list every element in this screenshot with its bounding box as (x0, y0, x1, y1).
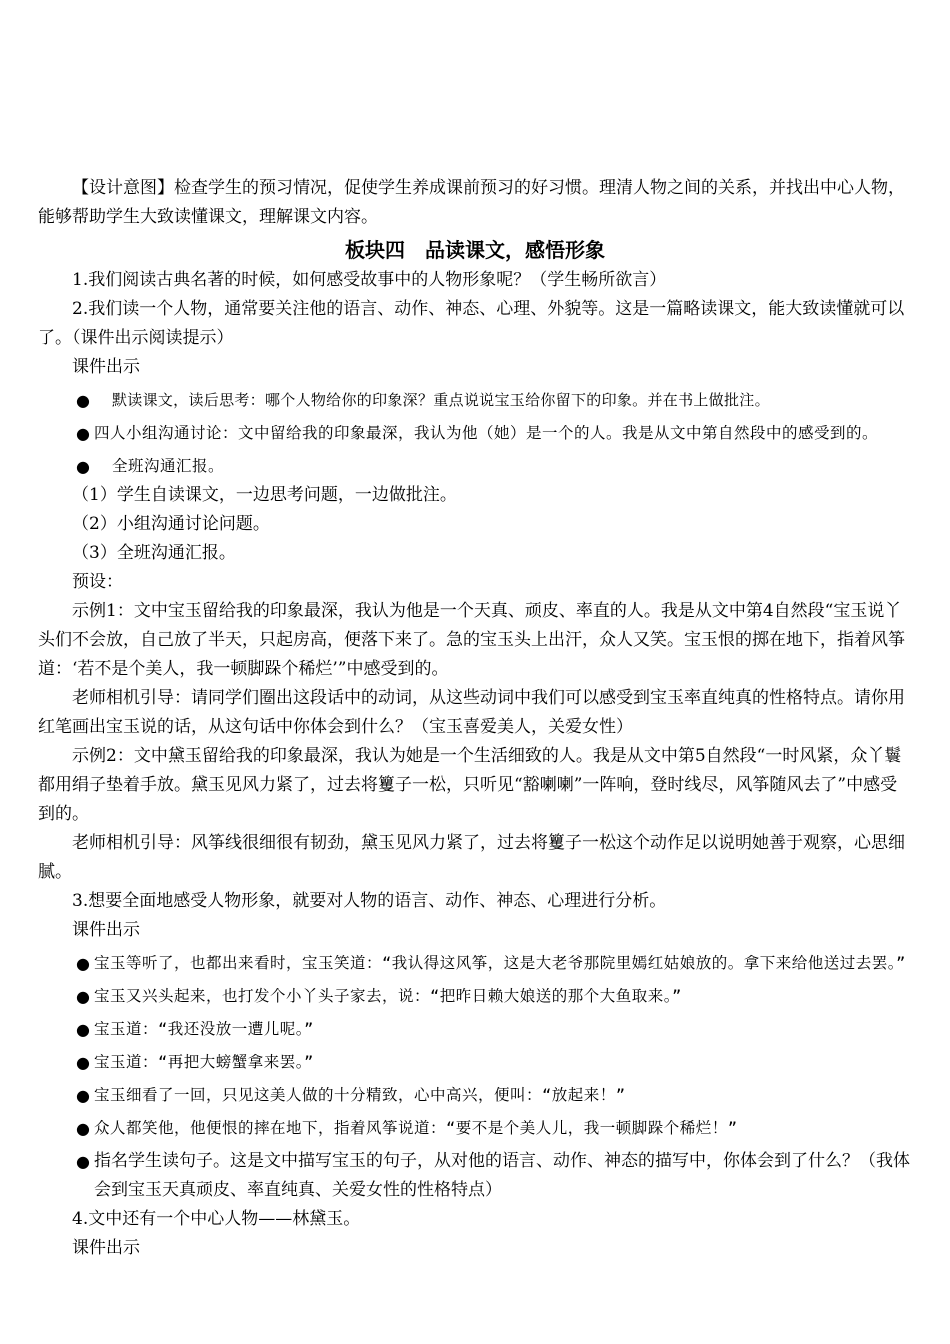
bullet-item (38, 386, 912, 415)
document-body (38, 174, 912, 1263)
bullet-item (38, 452, 912, 481)
quote-text: 众人都笑他，他便恨的摔在地下，指着风筝说道：“要不是个美人儿，我一顿脚跺个稀烂！” (93, 1119, 738, 1137)
quote-bullet (38, 1015, 912, 1044)
example-1: 示例1：文中宝玉留给我的印象最深，我认为他是一个天真、顽皮、率直的人。我是从文中第4自然段“宝玉说丫头们不会放，自己放了半天，只起房高，便落下来了。急的宝玉头上出汗，众人又笑。宝玉恨的掷在地下，指着风筝道：‘若不是个美人，我一顿脚跺个稀烂’”中感受到的。 (38, 601, 905, 679)
quote-text: 宝玉又兴头起来，也打发个小丫头子家去，说：“把昨日赖大娘送的那个大鱼取来。” (93, 987, 682, 1005)
quote-bullet (38, 1114, 912, 1143)
kejian-label-3: 课件出示 (72, 1238, 140, 1258)
design-intent-paragraph: 【设计意图】检查学生的预习情况，促使学生养成课前预习的好习惯。理清人物之间的关系，并找出中心人物，能够帮助学生大致读懂课文，理解课文内容。 (38, 178, 905, 227)
question-4: 4.文中还有一个中心人物——林黛玉。 (72, 1209, 361, 1229)
bullet-text: 默读课文，读后思考：哪个人物给你的印象深？重点说说宝玉给你留下的印象。并在书上做批注。 (111, 391, 770, 409)
bullet-item (38, 419, 912, 448)
bullet-icon: ● (76, 1086, 90, 1105)
bullet-icon: ● (76, 424, 90, 443)
step-1: （1）学生自读课文，一边思考问题，一边做批注。 (72, 485, 457, 505)
bullet-icon: ● (76, 457, 90, 476)
question-2: 2.我们读一个人物，通常要关注他的语言、动作、神态、心理、外貌等。这是一篇略读课文，能大致读懂就可以了。（课件出示阅读提示） (38, 299, 905, 348)
quote-text: 宝玉道：“再把大螃蟹拿来罢。” (93, 1053, 314, 1071)
quote-bullet (38, 1048, 912, 1077)
step-2: （2）小组沟通讨论问题。 (72, 514, 270, 534)
kejian-label-1: 课件出示 (72, 357, 140, 377)
quote-bullet (38, 982, 912, 1011)
quote-bullet (38, 1081, 912, 1110)
bullet-icon: ● (76, 391, 90, 410)
bullet-item (38, 1147, 912, 1205)
question-1: 1.我们阅读古典名著的时候，如何感受故事中的人物形象呢？（学生畅所欲言） (72, 270, 667, 290)
preset-label: 预设： (72, 572, 123, 592)
question-3: 3.想要全面地感受人物形象，就要对人物的语言、动作、神态、心理进行分析。 (72, 891, 667, 911)
quote-text: 宝玉等听了，也都出来看时，宝玉笑道：“我认得这风筝，这是大老爷那院里嫣红姑娘放的。拿下来给他送过去罢。” (93, 954, 906, 972)
bullet-icon: ● (76, 987, 90, 1006)
bullet-text: 四人小组沟通讨论：文中留给我的印象最深，我认为他（她）是一个的人。我是从文中第自然段中的感受到的。 (93, 424, 878, 442)
bullet-icon: ● (76, 1020, 90, 1039)
section-title: 板块四 品读课文，感悟形象 (345, 238, 605, 262)
bullet-icon: ● (76, 1053, 90, 1072)
bullet-text: 全班沟通汇报。 (111, 457, 224, 475)
teacher-guide-2: 老师相机引导：风筝线很细很有韧劲，黛玉见风力紧了，过去将籰子一松这个动作足以说明她善于观察，心思细腻。 (38, 833, 905, 882)
quote-text: 宝玉细看了一回，只见这美人做的十分精致，心中高兴，便叫：“放起来！” (93, 1086, 626, 1104)
quote-text: 宝玉道：“我还没放一遭儿呢。” (93, 1020, 314, 1038)
bullet-text: 指名学生读句子。这是文中描写宝玉的句子，从对他的语言、动作、神态的描写中，你体会到了什么？（我体会到宝玉天真顽皮、率直纯真、关爱女性的性格特点） (93, 1151, 910, 1200)
bullet-icon: ● (76, 1152, 90, 1171)
teacher-guide-1: 老师相机引导：请同学们圈出这段话中的动词，从这些动词中我们可以感受到宝玉率直纯真的性格特点。请你用红笔画出宝玉说的话，从这句话中你体会到什么？（宝玉喜爱美人，关爱女性） (38, 688, 905, 737)
bullet-icon: ● (76, 1119, 90, 1138)
bullet-icon: ● (76, 954, 90, 973)
quote-bullet (38, 949, 912, 978)
example-2: 示例2：文中黛玉留给我的印象最深，我认为她是一个生活细致的人。我是从文中第5自然段“一时风紧，众丫鬟都用绢子垫着手放。黛玉见风力紧了，过去将籰子一松，只听见“豁喇喇”一阵响，登时线尽，风筝随风去了”中感受到的。 (38, 746, 902, 824)
kejian-label-2: 课件出示 (72, 920, 140, 940)
step-3: （3）全班沟通汇报。 (72, 543, 236, 563)
